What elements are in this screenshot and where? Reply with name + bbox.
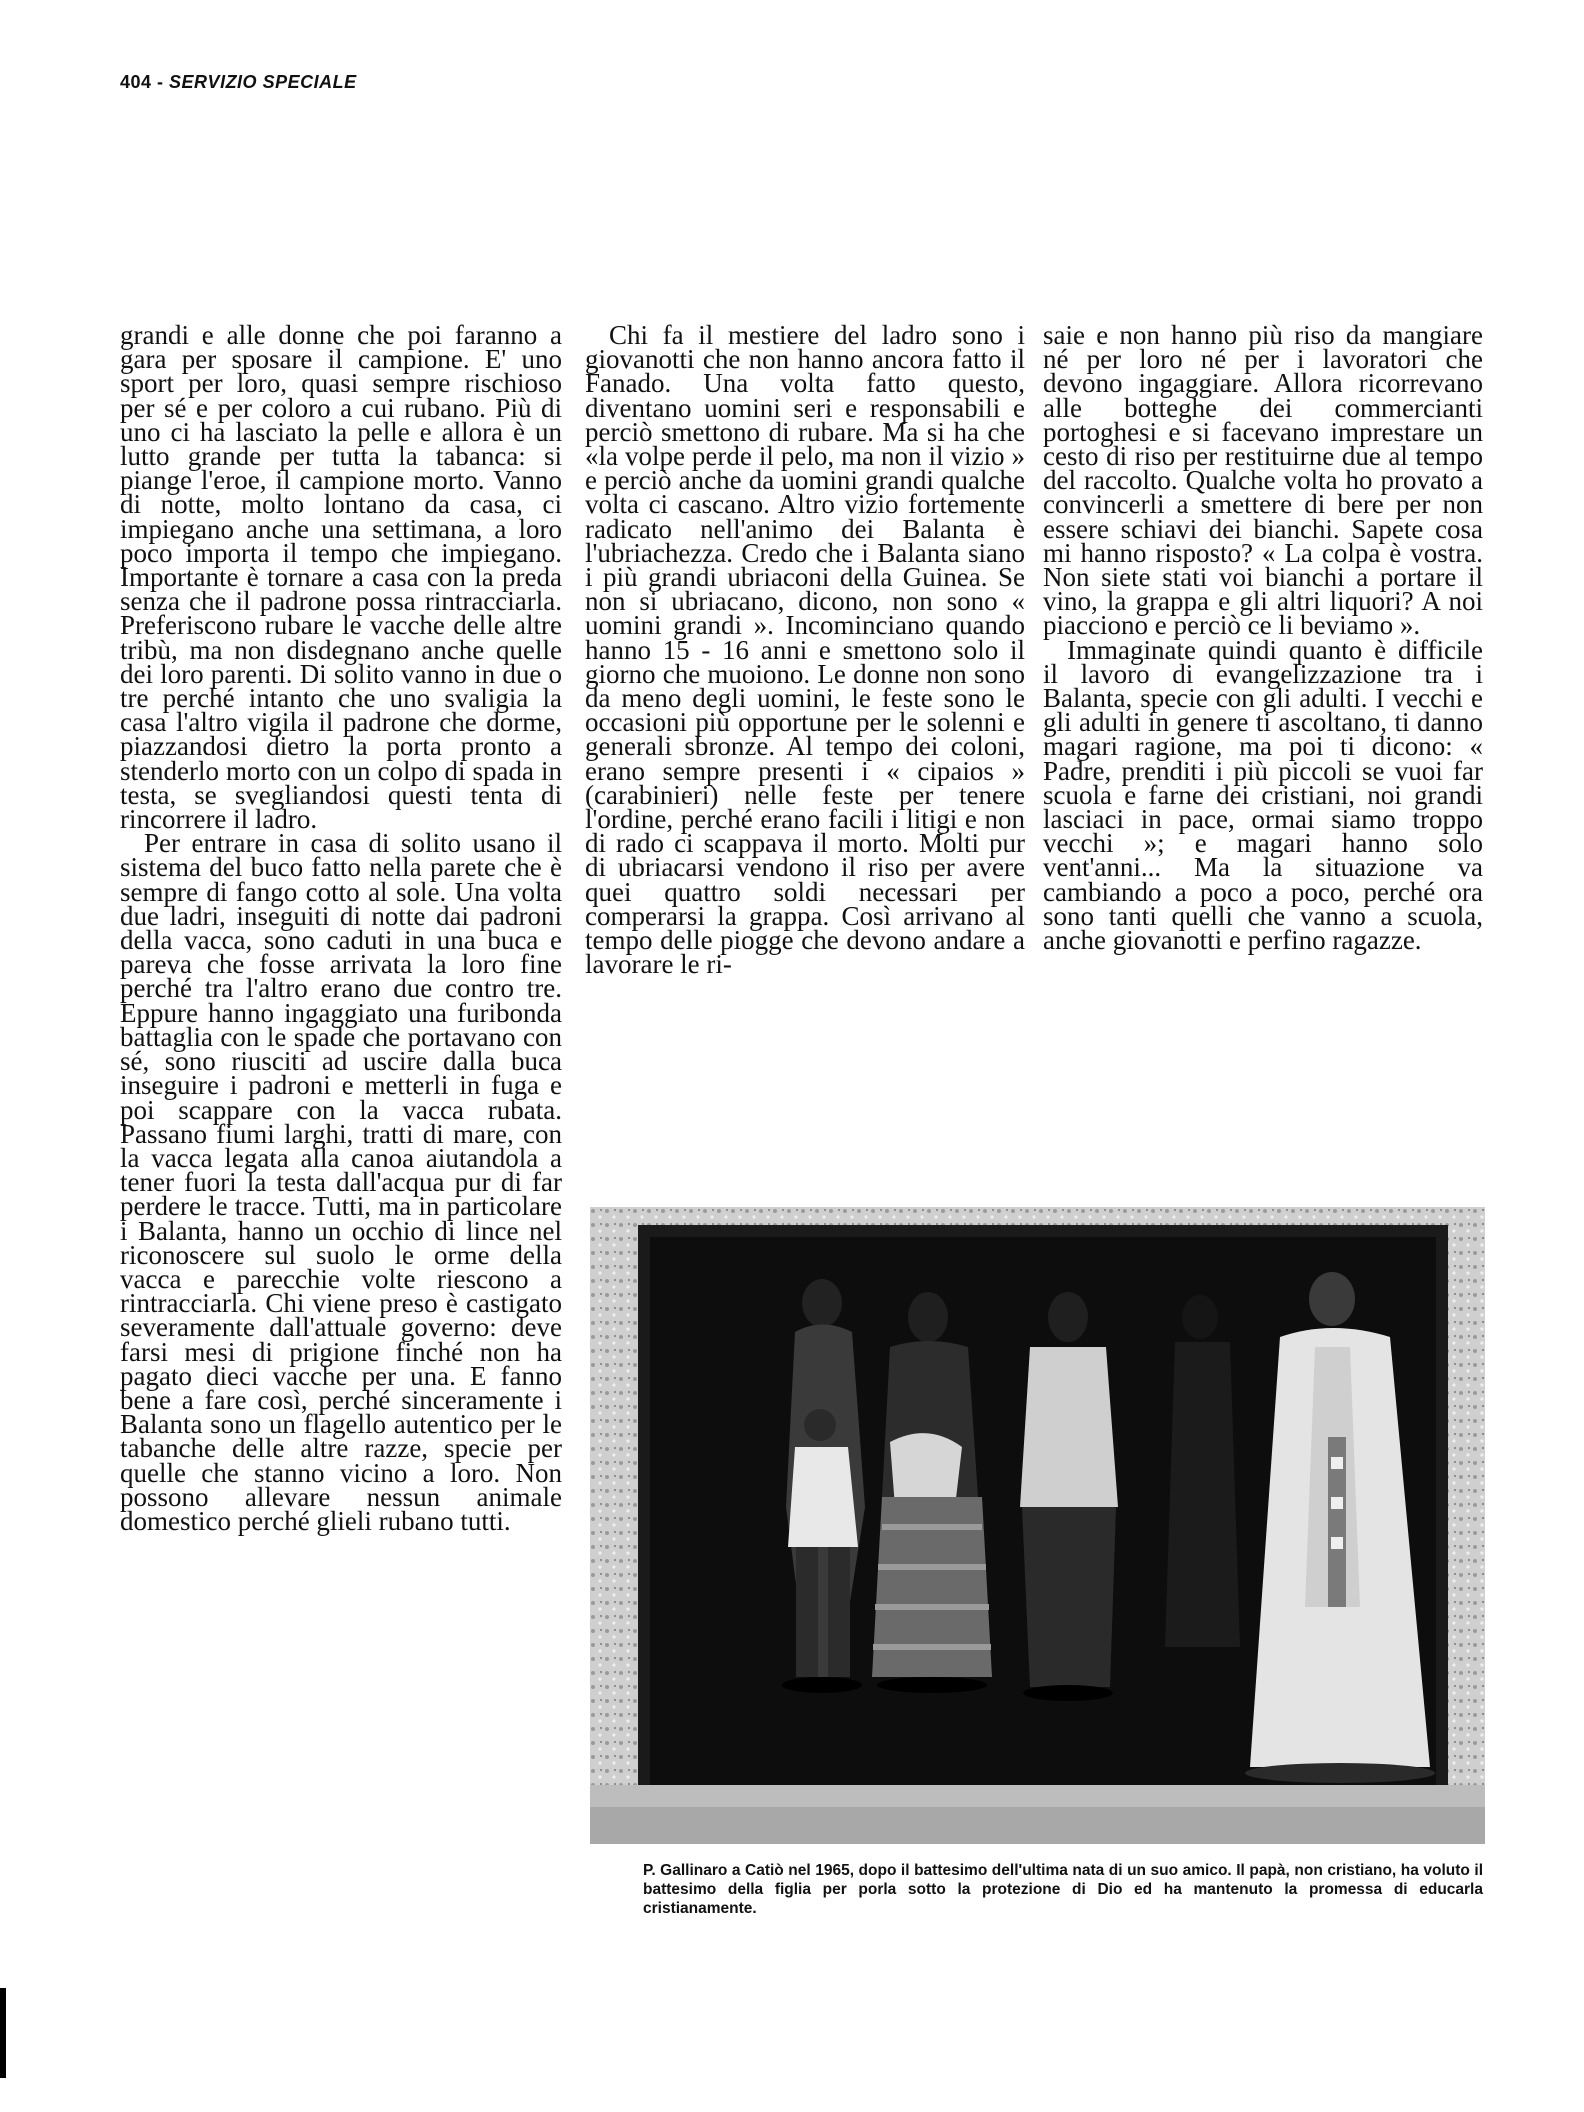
paragraph: Per entrare in casa di solito usano il sistema del buco fatto nella parete che è sempre di fango cotto al sole. Una volta due ladri, inseguiti di notte dai padroni della vacca, sono caduti in una buca e pareva che fosse arrivata la loro fine perché tra l'altro erano due contro tre. Eppure hanno ingaggiato una furibonda battaglia con le spade che portavano con sé, sono riusciti ad uscire dalla buca inseguire i padroni e metterli in fuga e poi scappare con la vacca rubata. Passano fiumi larghi, tratti di mare, con la vacca legata alla canoa aiutandola a tener fuori la testa dall'acqua pur di far perdere le tracce. Tutti, ma in particolare i Balanta, hanno un occhio di lince nel riconoscere sul suolo le orme della vacca e parecchie volte riescono a rintracciarla. Chi viene preso è castigato severamente dall'attuale governo: deve farsi mesi di prigione finché non ha pagato dieci vacche per una. E fanno bene a fare così, perché sinceramente i Balanta sono un flagello autentico per le tabanche delle altre razze, specie per quelle che stanno vicino a loro. Non possono allevare nessun animale domestico perché glieli rubano tutti.	[120, 828, 562, 1536]
paragraph: grandi e alle donne che poi faranno a gara per sposare il campione. E' uno sport per loro, quasi sempre rischioso per sé e per coloro a cui rubano. Più di uno ci ha lasciato la pelle e allora è un lutto grande per tutta la tabanca: si piange l'eroe, il campione morto. Vanno di notte, molto lontano da casa, ci impiegano anche una settimana, a loro poco importa il tempo che impiegano. Importante è tornare a casa con la preda senza che il padrone possa rintracciarla. Preferiscono rubare le vacche delle altre tribù, ma non disdegnano anche quelle dei loro parenti. Di solito vanno in due o tre perché intanto che uno svaligia la casa l'altro vigila il padrone che dorme, piazzandosi dietro la porta pronto a stenderlo morto con un colpo di spada in testa, se svegliandosi questi tenta di rincorrere il ladro.	[120, 320, 562, 835]
header-separator: -	[151, 72, 170, 92]
text-column-3	[1043, 320, 1483, 956]
photo-caption: P. Gallinaro a Catiò nel 1965, dopo il battesimo dell'ultima nata di un suo amico. Il papà, non cristiano, ha voluto il battesimo della figlia per porla sotto la protezione di Dio ed ha mantenuto la promessa di educarla cristianamente.	[643, 1862, 1483, 1917]
page-number: 404	[120, 72, 152, 92]
text-column-2	[585, 320, 1025, 980]
text-column-1	[120, 320, 562, 1536]
photo-illustration	[590, 1207, 1485, 1844]
baptism-photo	[590, 1207, 1485, 1844]
paragraph: Chi fa il mestiere del ladro sono i giovanotti che non hanno ancora fatto il Fanado. Una volta fatto questo, diventano uomini seri e responsabili e perciò smettono di rubare. Ma si ha che «la volpe perde il pelo, ma non il vizio » e perciò anche da uomini grandi qualche volta ci cascano. Altro vizio fortemente radicato nell'animo dei Balanta è l'ubriachezza. Credo che i Balanta siano i più grandi ubriaconi della Guinea. Se non si ubriacano, dicono, non sono « uomini grandi ». Incominciano quando hanno 15 - 16 anni e smettono solo il giorno che muoiono. Le donne non sono da meno degli uomini, le feste sono le occasioni più opportune per le solenni e generali sbronze. Al tempo dei coloni, erano sempre presenti i « cipaios » (carabinieri) nelle feste per tenere l'ordine, perché erano facili i litigi e non di rado ci scappava il morto. Molti pur di ubriacarsi vendono il riso per avere quei quattro soldi necessari per comperarsi la grappa. Così arrivano al tempo delle piogge che devono andare a lavorare le ri-	[585, 320, 1025, 980]
paragraph: saie e non hanno più riso da mangiare né per loro né per i lavoratori che devono ingaggiare. Allora ricorrevano alle botteghe dei commercianti portoghesi e si facevano imprestare un cesto di riso per restituirne due al tempo del raccolto. Qualche volta ho provato a convincerli a smettere di bere per non essere schiavi dei bianchi. Sapete cosa mi hanno risposto? « La colpa è vostra. Non siete stati voi bianchi a portare il vino, la grappa e gli altri liquori? A noi piacciono e perciò ce li beviamo ».	[1043, 320, 1483, 641]
page-header	[120, 72, 357, 93]
paragraph: Immaginate quindi quanto è difficile il lavoro di evangelizzazione tra i Balanta, specie con gli adulti. I vecchi e gli adulti in genere ti ascoltano, ti danno magari ragione, ma poi ti dicono: « Padre, prenditi i più piccoli se vuoi far scuola e farne dei cristiani, noi grandi lasciaci in pace, ormai siamo troppo vecchi »; e magari hanno solo vent'anni... Ma la situazione va cambiando a poco a poco, perché ora sono tanti quelli che vanno a scuola, anche giovanotti e perfino ragazze.	[1043, 634, 1483, 956]
section-title: SERVIZIO SPECIALE	[169, 72, 357, 92]
scan-edge-mark	[0, 1988, 6, 2078]
